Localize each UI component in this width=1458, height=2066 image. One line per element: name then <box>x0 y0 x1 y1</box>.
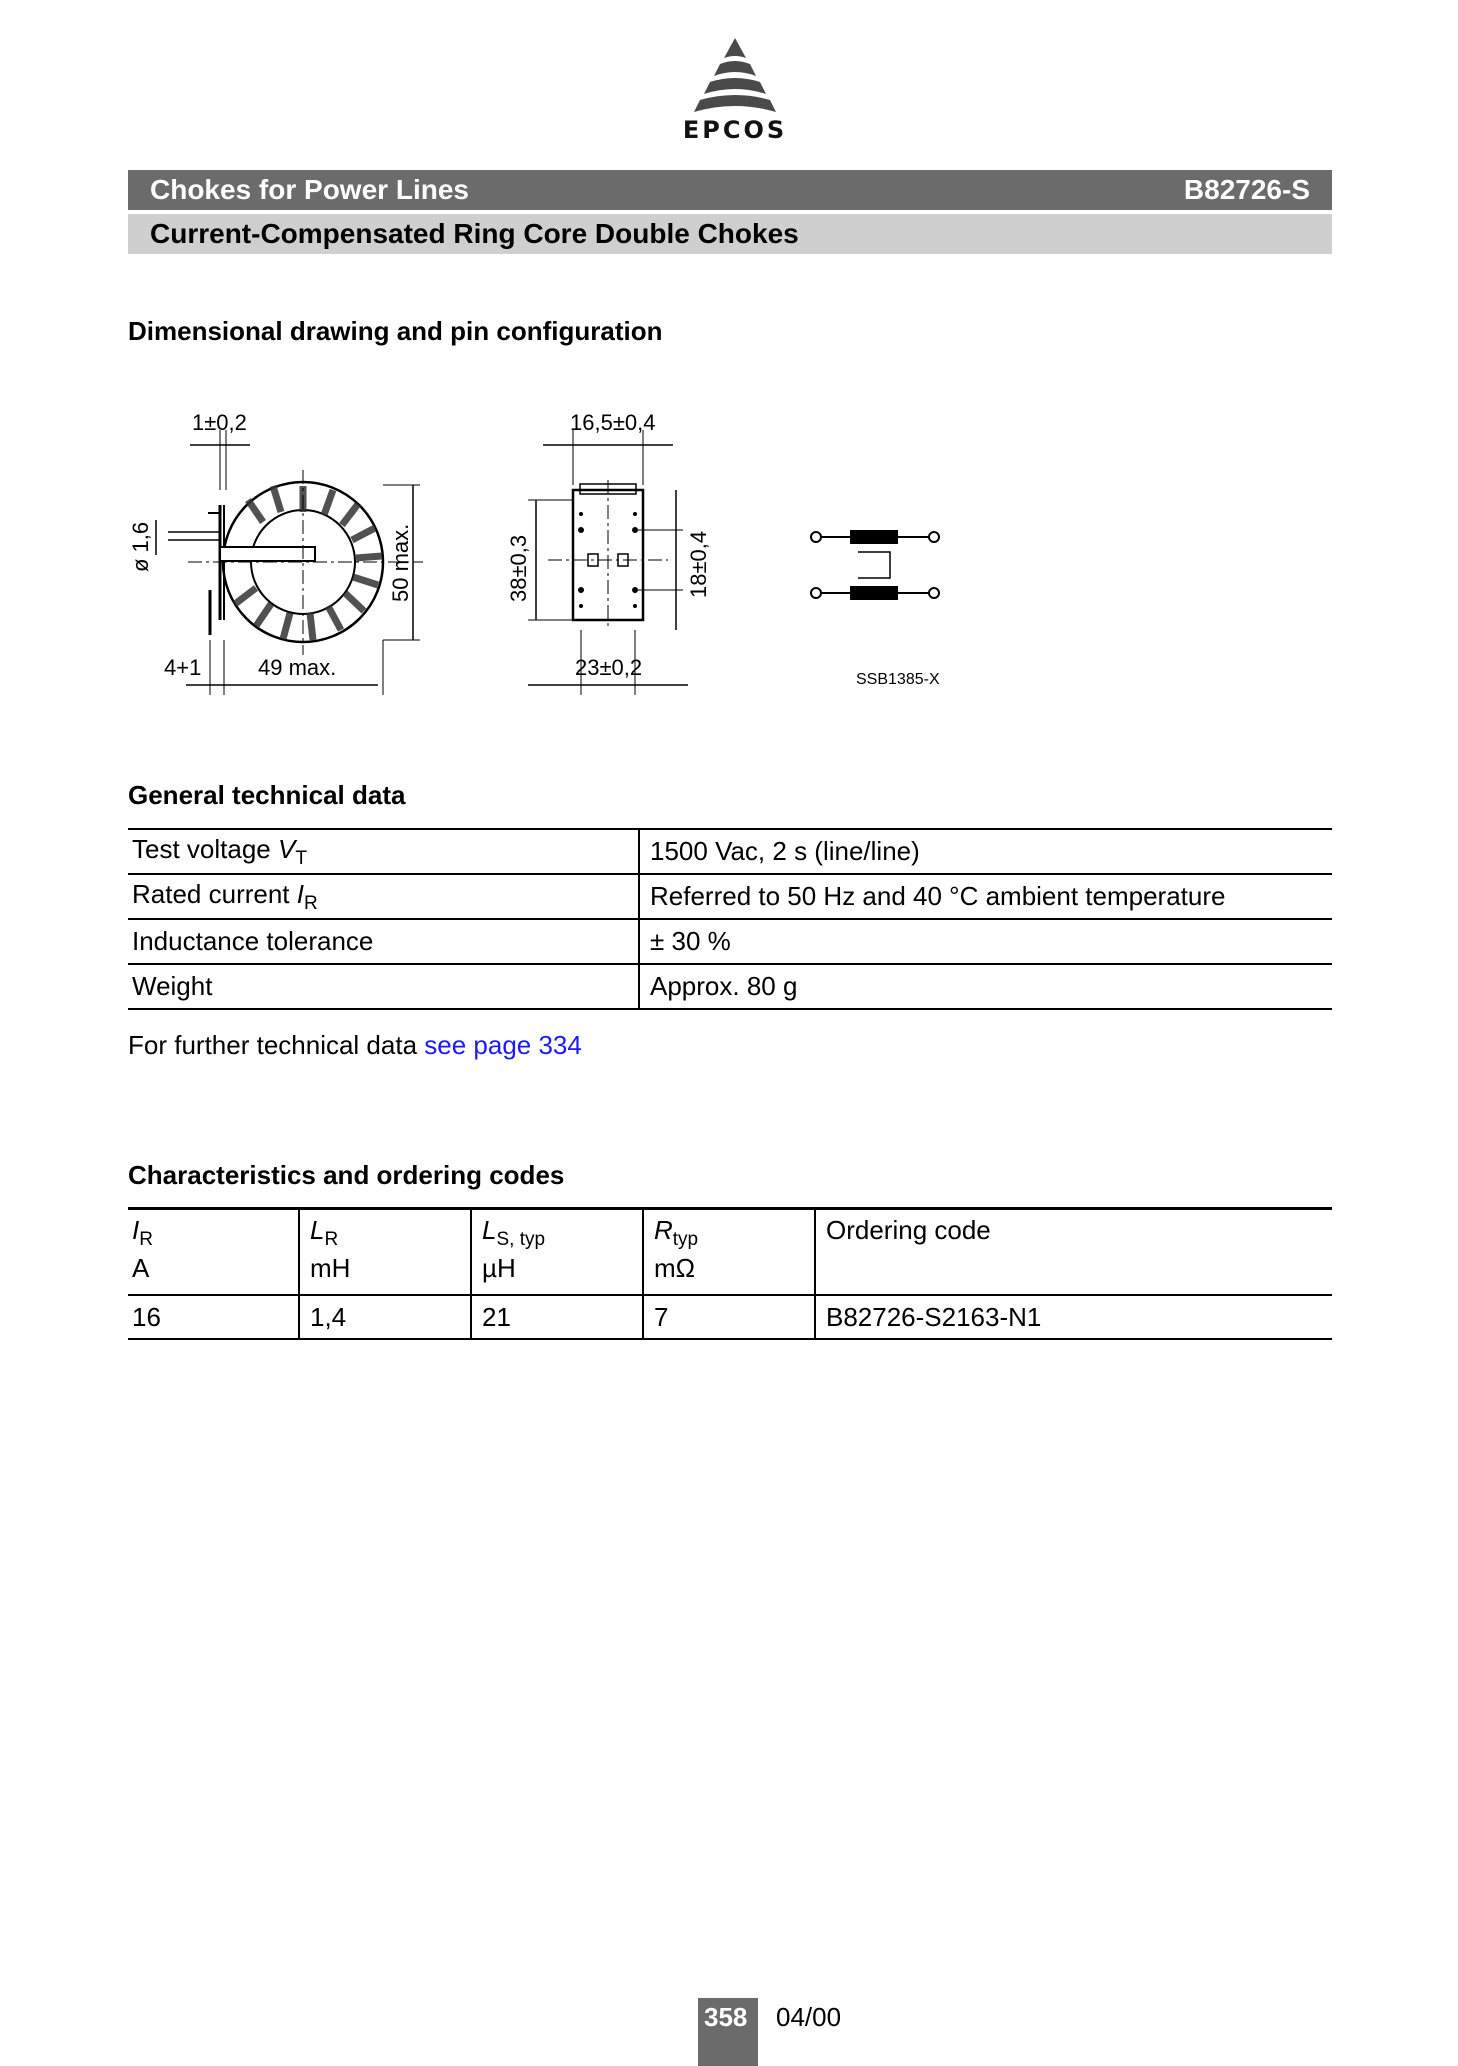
general-label-cell <box>128 874 639 919</box>
cell-ls: 21 <box>471 1295 643 1339</box>
col-header-ir <box>128 1209 299 1296</box>
table-row <box>128 874 1332 919</box>
general-symbol: V <box>277 833 296 864</box>
header-subscript: R <box>139 1229 153 1250</box>
dim-pin-length: 4+1 <box>164 655 202 680</box>
edition-date: 04/00 <box>776 2002 842 2032</box>
col-header-ls <box>471 1209 643 1296</box>
table-row <box>128 919 1332 964</box>
header-subscript: S, typ <box>496 1229 546 1250</box>
general-subscript: R <box>303 892 318 914</box>
table-row <box>128 964 1332 1009</box>
cell-ordering-code: B82726-S2163-N1 <box>815 1295 1332 1339</box>
header-unit: A <box>132 1253 150 1283</box>
dim-depth: 16,5±0,4 <box>570 410 656 435</box>
general-subscript: T <box>295 847 307 869</box>
general-label: Rated current <box>132 878 297 909</box>
dim-pitch-inner: 18±0,4 <box>686 530 711 598</box>
dimensional-drawing <box>128 390 1008 720</box>
logo-text: EPCOS <box>682 116 788 144</box>
table-row <box>128 1295 1332 1339</box>
dim-width: 49 max. <box>258 655 337 680</box>
cell-ir: 16 <box>128 1295 299 1339</box>
header-symbol: I <box>132 1215 140 1245</box>
col-header-lr <box>299 1209 471 1296</box>
further-data-note <box>128 1030 582 1061</box>
general-value: 1500 Vac, 2 s (line/line) <box>639 829 1332 874</box>
general-label-cell <box>128 829 639 874</box>
dim-pin-diameter: ø 1,6 <box>128 521 153 572</box>
dim-pin-thickness: 1±0,2 <box>192 410 247 435</box>
section-title-ordering: Characteristics and ordering codes <box>128 1160 565 1190</box>
toroid-dim-labels <box>128 410 413 680</box>
general-value: Approx. 80 g <box>639 964 1332 1009</box>
drawing-code: SSB1385-X <box>856 671 940 688</box>
general-label: Inductance tolerance <box>128 919 639 964</box>
col-header-ordering-code: Ordering code <box>815 1209 1332 1296</box>
header-unit: µH <box>482 1253 516 1283</box>
header-unit: mΩ <box>654 1253 696 1283</box>
general-data-table <box>128 828 1332 1010</box>
further-text: For further technical data <box>128 1030 425 1060</box>
header-unit: mH <box>310 1253 351 1283</box>
header-subtitle-bar <box>128 214 1332 254</box>
epcos-logo <box>670 34 800 144</box>
general-value: ± 30 % <box>639 919 1332 964</box>
cell-lr: 1,4 <box>299 1295 471 1339</box>
see-page-link[interactable]: see page 334 <box>424 1030 582 1060</box>
general-symbol: I <box>296 878 304 909</box>
header-subscript: R <box>324 1229 339 1250</box>
header-symbol: R <box>654 1215 673 1245</box>
general-value: Referred to 50 Hz and 40 °C ambient temperature <box>639 874 1332 919</box>
header-subtitle: Current-Compensated Ring Core Double Chokes <box>150 218 799 249</box>
ordering-table <box>128 1207 1332 1340</box>
dim-height: 50 max. <box>388 523 413 602</box>
section-title-drawing: Dimensional drawing and pin configuration <box>128 316 663 346</box>
section-title-general: General technical data <box>128 780 406 810</box>
table-header-row <box>128 1209 1332 1296</box>
general-label: Test voltage <box>132 833 278 864</box>
dim-pitch-horizontal: 23±0,2 <box>575 655 643 680</box>
dim-pitch-outer: 38±0,3 <box>506 534 531 602</box>
page-number: 358 <box>704 2002 748 2032</box>
cell-rtyp: 7 <box>643 1295 815 1339</box>
pin-configuration-schematic <box>811 530 939 600</box>
epcos-logo-mark-icon <box>670 34 800 116</box>
header-subscript: typ <box>672 1229 699 1250</box>
general-label: Weight <box>128 964 639 1009</box>
col-header-rtyp <box>643 1209 815 1296</box>
header-symbol: L <box>482 1215 497 1245</box>
header-symbol: L <box>310 1215 325 1245</box>
part-number: B82726-S <box>1183 174 1310 205</box>
table-row <box>128 829 1332 874</box>
header-title: Chokes for Power Lines <box>150 174 469 205</box>
header-bar <box>128 170 1332 210</box>
